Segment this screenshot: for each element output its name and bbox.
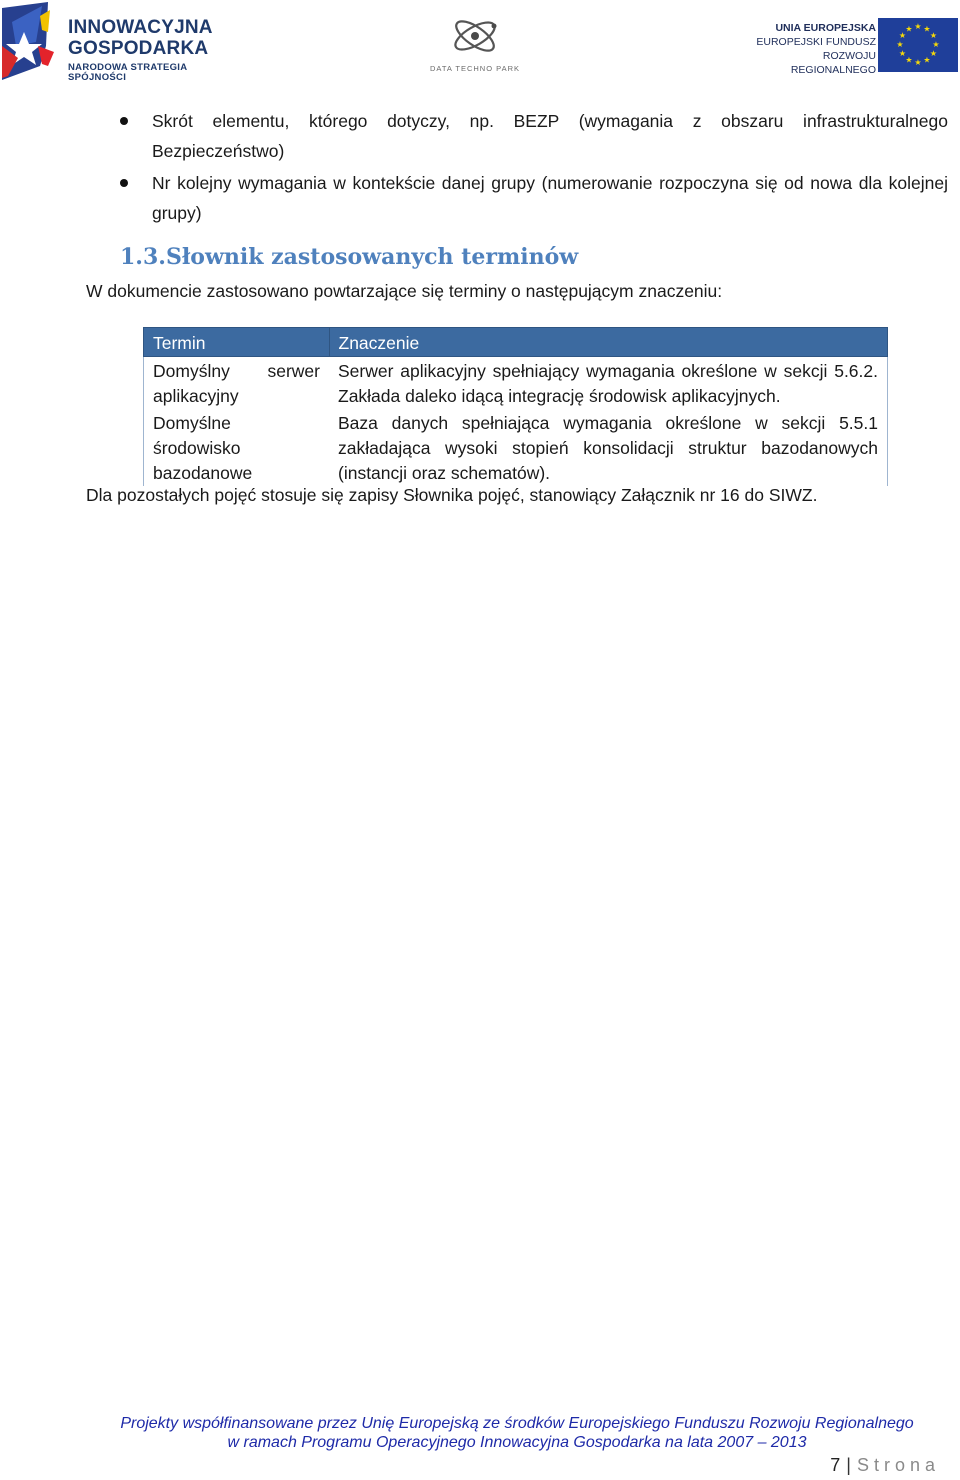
list-item-text: Skrót elementu, którego dotyczy, np. BEZP (wymagania z obszaru infrastrukturalnego Bezpieczeństwo) [152, 111, 948, 161]
svg-text:★: ★ [898, 31, 907, 40]
svg-text:★: ★ [932, 40, 940, 49]
innowacyjna-gospodarka-logo [2, 2, 242, 82]
column-header-term: Termin [144, 328, 330, 357]
table-row [144, 357, 888, 410]
meaning-cell: Baza danych spełniająca wymagania określone w sekcji 5.5.1 zakładająca wysoki stopień konsolidacji struktur bazodanowych (instancji oraz schematów). [338, 413, 878, 483]
svg-text:★: ★ [929, 31, 938, 40]
logo-text-line1: INNOWACYJNA [68, 17, 213, 38]
svg-text:★: ★ [923, 24, 931, 34]
eu-fund-logo [728, 14, 958, 74]
svg-text:★: ★ [905, 24, 913, 34]
logo-text-line3: NARODOWA STRATEGIA SPÓJNOŚCI [68, 62, 188, 83]
table-header-row [144, 328, 888, 357]
intro-paragraph: W dokumencie zastosowano powtarzające się terminy o następującym znaczeniu: [86, 281, 723, 301]
star-emblem-icon [2, 2, 64, 82]
svg-text:★: ★ [896, 40, 904, 49]
section-title: Słownik zastosowanych terminów [165, 244, 579, 270]
term-cell: Domyślne środowisko bazodanowe [153, 413, 253, 483]
term-cell: Domyślny serwer aplikacyjny [153, 361, 320, 406]
field-description-list [120, 106, 948, 230]
eu-logo-line2: EUROPEJSKI FUNDUSZ [756, 36, 876, 48]
footer-line2: w ramach Programu Operacyjnego Innowacyjna Gospodarka na lata 2007 – 2013 [227, 1434, 807, 1451]
svg-text:★: ★ [905, 55, 913, 65]
section-number: 1.3. [120, 244, 166, 270]
list-item-text: Nr kolejny wymagania w kontekście danej grupy (numerowanie rozpoczyna się od nowa dla kolejnej grupy) [152, 173, 948, 223]
bullet-icon [120, 117, 128, 125]
logo-caption: DATA TECHNO PARK [429, 64, 521, 73]
eu-flag-icon [878, 18, 958, 72]
section-heading [120, 244, 578, 270]
bullet-icon [120, 179, 128, 187]
eu-logo-line1: UNIA EUROPEJSKA [775, 22, 876, 34]
funding-footer-note [0, 1414, 960, 1452]
atom-orbit-icon [450, 12, 500, 62]
eu-logo-line3: ROZWOJU REGIONALNEGO [790, 50, 876, 76]
svg-text:★: ★ [923, 55, 931, 65]
svg-text:★: ★ [929, 49, 938, 58]
svg-text:★: ★ [914, 22, 922, 31]
footer-line1: Projekty współfinansowane przez Unię Europejską ze środków Europejskiego Funduszu Rozwoju Regionalnego [120, 1415, 914, 1432]
page-number [830, 1455, 940, 1476]
table-row [144, 409, 888, 486]
column-header-meaning: Znaczenie [329, 328, 888, 357]
glossary-table [143, 327, 888, 486]
meaning-cell: Serwer aplikacyjny spełniający wymagania określone w sekcji 5.6.2. Zakłada daleko idącą integrację środowisk aplikacyjnych. [338, 361, 878, 406]
logo-text-line2: GOSPODARKA [68, 38, 209, 59]
svg-text:★: ★ [898, 49, 907, 58]
data-techno-park-logo [420, 12, 530, 78]
page-label: Strona [856, 1455, 940, 1475]
page-header [0, 0, 960, 90]
closing-paragraph: Dla pozostałych pojęć stosuje się zapisy Słownika pojęć, stanowiący Załącznik nr 16 do SIWZ. [86, 485, 818, 505]
page-number-separator: | [846, 1455, 851, 1475]
list-item [120, 106, 948, 166]
page-number-value: 7 [830, 1455, 841, 1475]
list-item [120, 168, 948, 228]
svg-text:★: ★ [914, 58, 922, 67]
